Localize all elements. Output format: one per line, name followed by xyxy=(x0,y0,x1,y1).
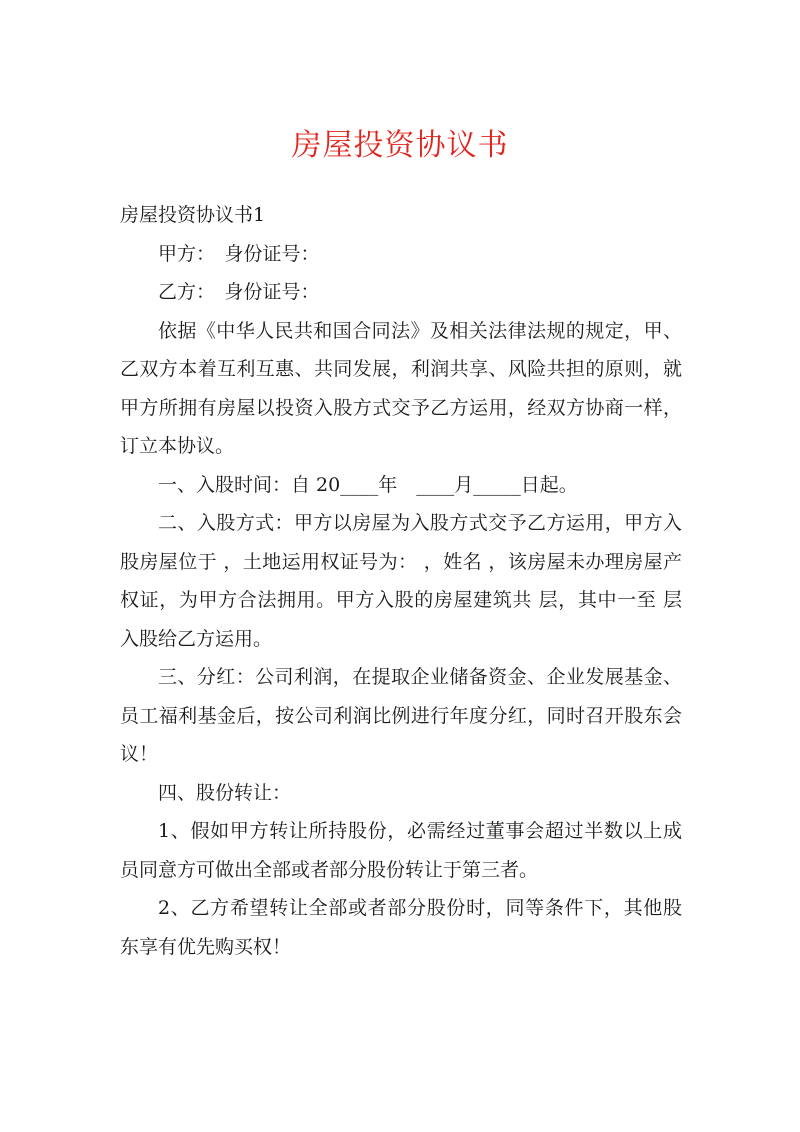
paragraph-clause-4-2: 2、乙方希望转让全部或者部分股份时，同等条件下，其他股东享有优先购买权！ xyxy=(120,897,682,958)
paragraph-clause-4-1: 1、假如甲方转让所持股份，必需经过董事会超过半数以上成员同意方可做出全部或者部分股份转让于第三者。 xyxy=(120,820,682,881)
paragraph-clause-1: 一、入股时间：自 20____年 ____月_____日起。 xyxy=(158,473,578,496)
paragraph-subtitle: 房屋投资协议书1 xyxy=(120,204,266,226)
document-body xyxy=(120,196,682,966)
paragraph-party-a: 甲方： 身份证号： xyxy=(158,242,320,265)
paragraph-clause-4: 四、股份转让： xyxy=(158,781,292,804)
paragraph-clause-3: 三、分红：公司利润，在提取企业储备资金、企业发展基金、员工福利基金后，按公司利润比例进行年度分红，同时召开股东会议！ xyxy=(120,666,682,765)
paragraph-preamble: 依据《中华人民共和国合同法》及相关法律法规的规定，甲、乙双方本着互利互惠、共同发展，利润共享、风险共担的原则，就甲方所拥有房屋以投资入股方式交予乙方运用，经双方协商一样，订立本协议。 xyxy=(120,319,682,457)
document-title: 房屋投资协议书 xyxy=(291,128,509,163)
paragraph-party-b: 乙方： 身份证号： xyxy=(158,281,320,303)
paragraph-clause-2: 二、入股方式：甲方以房屋为入股方式交予乙方运用，甲方入股房屋位于 ，土地运用权证号为： ，姓名 ，该房屋未办理房屋产权证，为甲方合法拥用。甲方入股的房屋建筑共 层，其中一至 层入股给乙方运用。 xyxy=(120,512,682,650)
